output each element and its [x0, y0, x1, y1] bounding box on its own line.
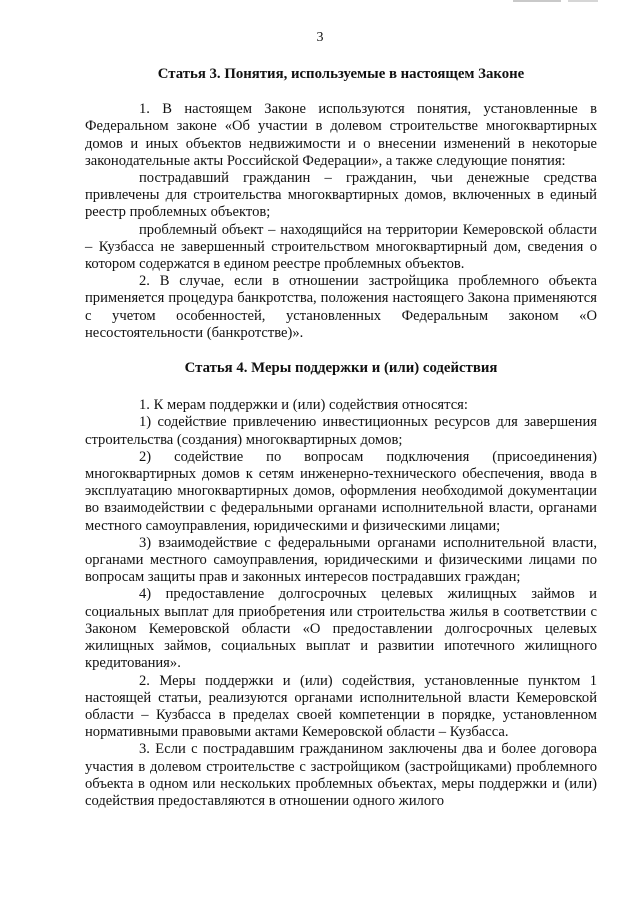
article-3-title: Статья 3. Понятия, используемые в настоящем Законе	[157, 66, 525, 82]
article-4-paragraph: 4) предоставление долгосрочных целевых жилищных займов и социальных выплат для приобретения или строительства жилья в соответствии с Законом Кемеровской области «О предоставлении долгосрочных целевых жилищных займов, социальных выплат и развитии ипотечного жилищного кредитования».	[85, 586, 597, 672]
article-4-paragraph: 1. К мерам поддержки и (или) содействия относятся:	[139, 397, 468, 414]
article-3-paragraph: проблемный объект – находящийся на территории Кемеровской области – Кузбасса не завершенный строительством многоквартирный дом, сведения о котором содержатся в едином реестре проблемных объектов.	[85, 221, 597, 273]
scan-edge-mark	[513, 0, 561, 2]
scan-edge-mark	[568, 0, 598, 2]
article-3-paragraph: пострадавший гражданин – гражданин, чьи денежные средства привлечены для строительства многоквартирных домов, включенных в единый реестр проблемных объектов;	[85, 170, 597, 221]
article-4-paragraph: 3. Если с пострадавшим гражданином заключены два и более договора участия в долевом строительстве с застройщиком (застройщиками) проблемного объекта в одном или нескольких проблемных объектах, меры поддержки и (или) содействия предоставляются в отношении одного жилого	[85, 741, 597, 809]
document-body	[85, 66, 597, 810]
article-4-paragraph: 3) взаимодействие с федеральными органами исполнительной власти, органами местного самоуправления, юридическими и физическими лицами по вопросам защиты прав и законных интересов пострадавших граждан;	[85, 534, 597, 586]
article-3-paragraph: 2. В случае, если в отношении застройщика проблемного объекта применяется процедура банкротства, положения настоящего Закона применяются с учетом особенностей, установленных Федеральным законом «О несостоятельности (банкротстве)».	[85, 273, 597, 341]
article-3-paragraph: 1. В настоящем Законе используются понятия, установленные в Федеральном законе «Об участии в долевом строительстве многоквартирных домов и иных объектов недвижимости и о внесении изменений в некоторые законодательные акты Российской Федерации», а также следующие понятия:	[85, 101, 597, 169]
article-4-title: Статья 4. Меры поддержки и (или) содействия	[184, 360, 498, 377]
article-4-paragraph: 2) содействие по вопросам подключения (присоединения) многоквартирных домов к сетям инженерно-технического обеспечения, ввода в эксплуатацию многоквартирных домов, оформления необходимой документации во взаимодействии с федеральными органами исполнительной власти, органами местного самоуправления, юридическими и физическими лицами;	[85, 448, 597, 534]
article-4-paragraph: 1) содействие привлечению инвестиционных ресурсов для завершения строительства (создания) многоквартирных домов;	[85, 414, 597, 448]
page-number: 3	[316, 30, 324, 45]
article-4-paragraph: 2. Меры поддержки и (или) содействия, установленные пунктом 1 настоящей статьи, реализуются органами исполнительной власти Кемеровской области – Кузбасса в пределах своей компетенции в порядке, установленном нормативными правовыми актами Кемеровской области – Кузбасса.	[85, 672, 597, 741]
